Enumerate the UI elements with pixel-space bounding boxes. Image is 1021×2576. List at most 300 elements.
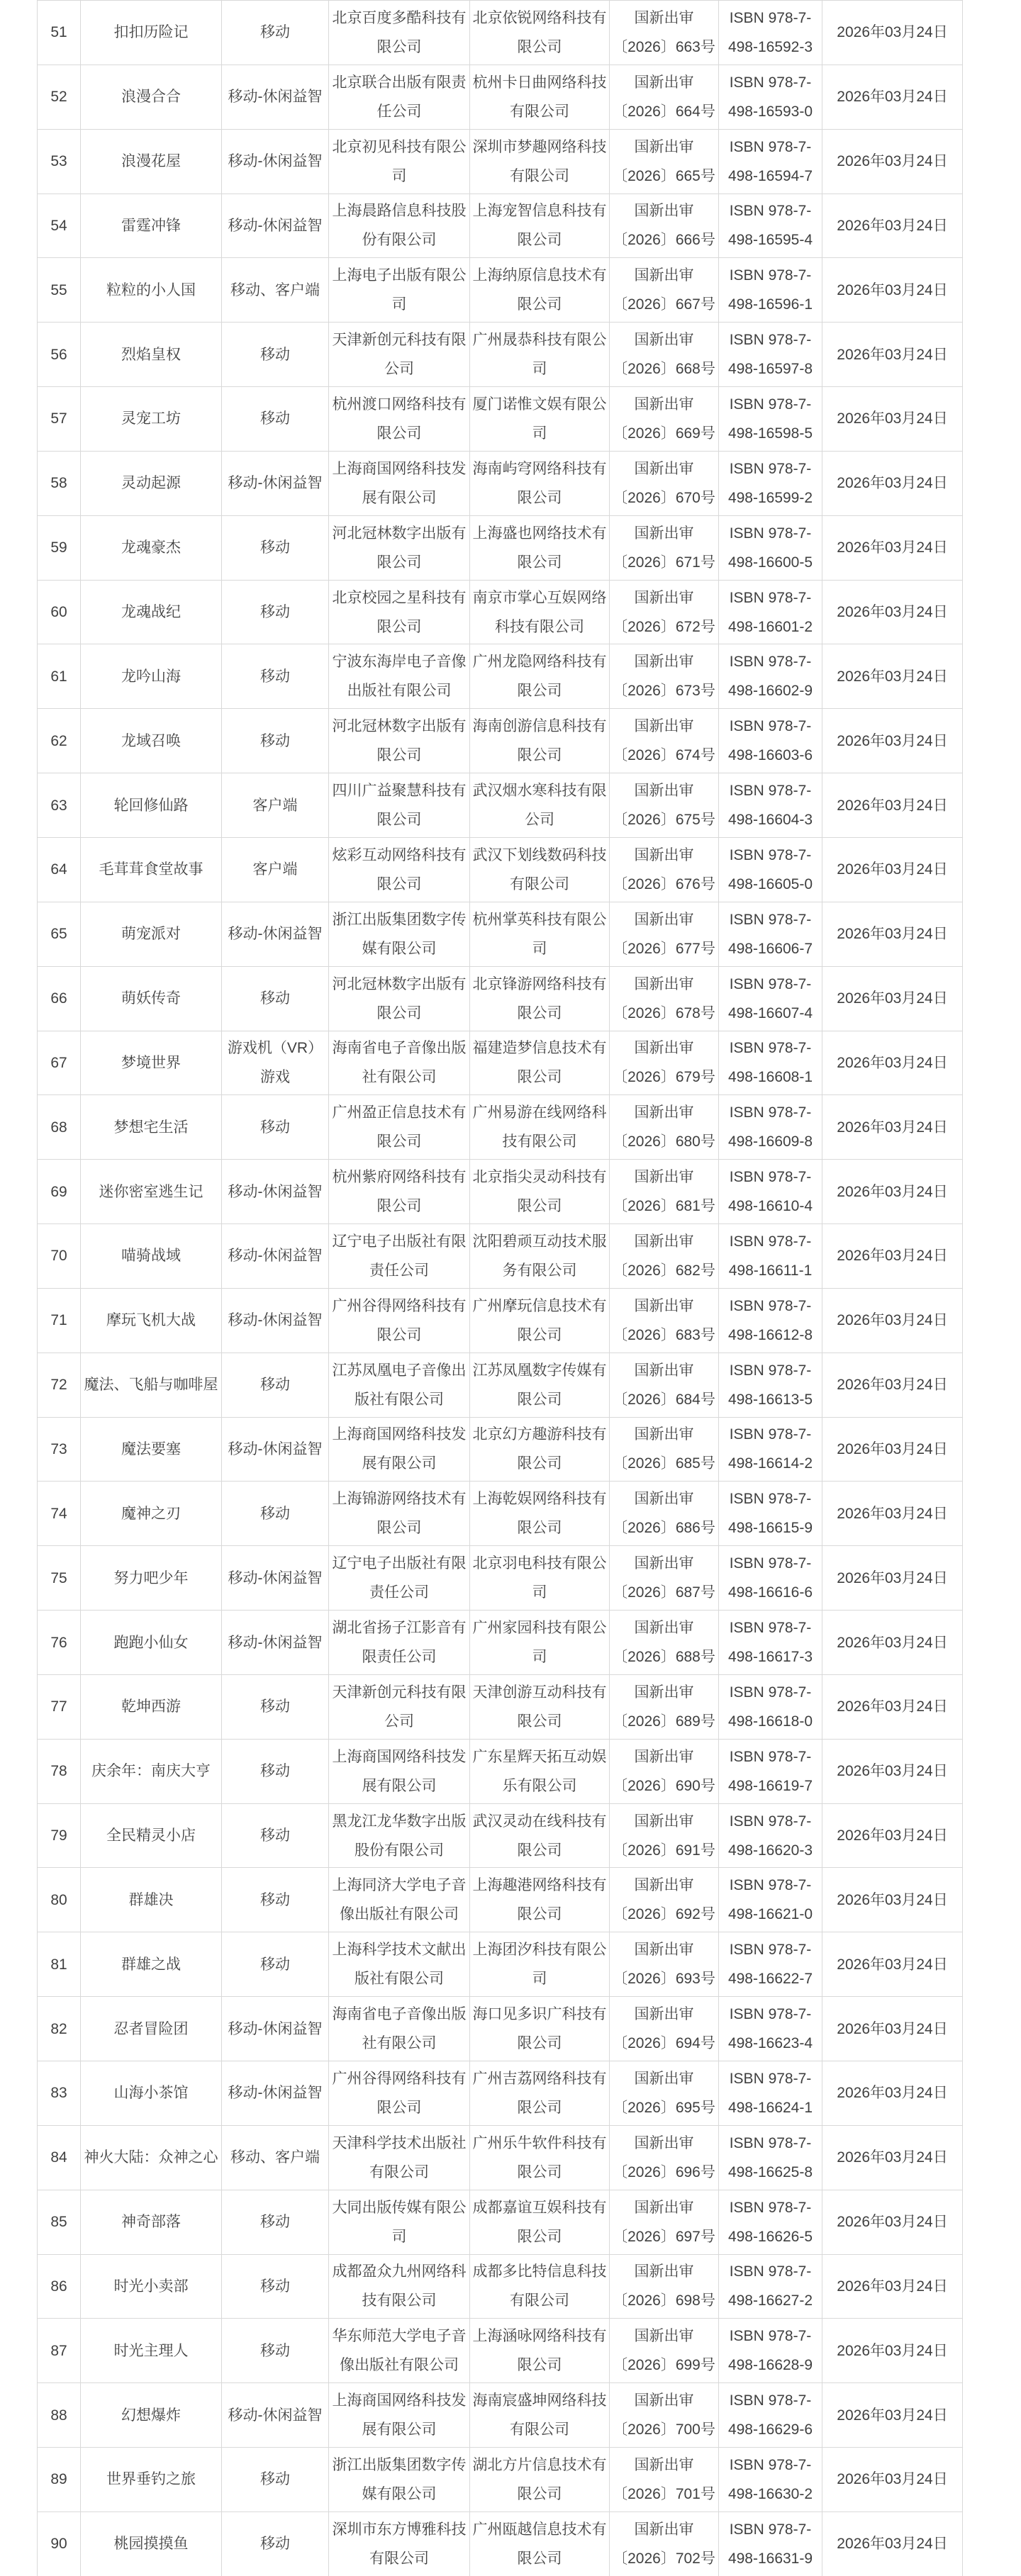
category-cell: 移动-休闲益智 — [222, 1224, 329, 1289]
row-number-cell: 68 — [38, 1095, 81, 1160]
category-cell: 移动 — [222, 2448, 329, 2512]
isbn-prefix: ISBN 978-7- — [729, 1555, 812, 1572]
approval-number: 〔2026〕663号 — [613, 38, 715, 55]
isbn-number: 498-16606-7 — [727, 940, 813, 957]
approval-prefix: 国新出审 — [634, 2456, 694, 2473]
game-name-cell: 萌宠派对 — [81, 902, 222, 966]
approval-number: 〔2026〕687号 — [613, 1584, 715, 1601]
operator-cell: 广州乐牛软件科技有限公司 — [470, 2125, 610, 2190]
game-name-cell: 魔神之刃 — [81, 1482, 222, 1546]
isbn-cell — [719, 2319, 822, 2383]
isbn-cell — [719, 1095, 822, 1160]
approval-prefix: 国新出审 — [634, 2070, 694, 2087]
isbn-prefix: ISBN 978-7- — [729, 975, 812, 992]
approval-prefix: 国新出审 — [634, 2263, 694, 2280]
isbn-prefix: ISBN 978-7- — [729, 460, 812, 477]
row-number-cell: 85 — [38, 2190, 81, 2254]
approval-date-cell: 2026年03月24日 — [822, 1031, 963, 1095]
approval-number: 〔2026〕668号 — [613, 361, 715, 378]
approval-date-cell: 2026年03月24日 — [822, 1611, 963, 1675]
category-cell: 移动 — [222, 2511, 329, 2576]
approval-prefix: 国新出审 — [634, 911, 694, 928]
table-row — [38, 2383, 963, 2448]
game-name-cell: 扣扣历险记 — [81, 1, 222, 65]
approval-number-cell — [610, 1031, 719, 1095]
row-number-cell: 70 — [38, 1224, 81, 1289]
table-row — [38, 1932, 963, 1997]
approval-number: 〔2026〕686号 — [613, 1520, 715, 1537]
game-name-cell: 萌妖传奇 — [81, 966, 222, 1031]
row-number-cell: 51 — [38, 1, 81, 65]
table-row — [38, 1031, 963, 1095]
table-row — [38, 515, 963, 580]
row-number-cell: 61 — [38, 644, 81, 709]
approval-number-cell — [610, 1417, 719, 1482]
isbn-cell — [719, 2448, 822, 2512]
row-number-cell: 65 — [38, 902, 81, 966]
isbn-prefix: ISBN 978-7- — [729, 396, 812, 413]
approval-date-cell: 2026年03月24日 — [822, 773, 963, 838]
isbn-number: 498-16622-7 — [727, 1971, 813, 1988]
approval-number: 〔2026〕702号 — [613, 2550, 715, 2567]
operator-cell: 成都多比特信息科技有限公司 — [470, 2254, 610, 2319]
isbn-number: 498-16623-4 — [727, 2035, 813, 2052]
row-number-cell: 84 — [38, 2125, 81, 2190]
operator-cell: 武汉烟水寒科技有限公司 — [470, 773, 610, 838]
approval-prefix: 国新出审 — [634, 267, 694, 284]
row-number-cell: 67 — [38, 1031, 81, 1095]
approval-prefix: 国新出审 — [634, 1491, 694, 1508]
row-number-cell: 78 — [38, 1739, 81, 1803]
isbn-number: 498-16629-6 — [727, 2421, 813, 2438]
isbn-prefix: ISBN 978-7- — [729, 1297, 812, 1314]
game-name-cell: 乾坤西游 — [81, 1674, 222, 1739]
game-name-cell: 桃园摸摸鱼 — [81, 2511, 222, 2576]
game-approval-table — [37, 0, 963, 2576]
category-cell: 移动-休闲益智 — [222, 451, 329, 515]
approval-number: 〔2026〕685号 — [613, 1455, 715, 1472]
game-name-cell: 龙魂豪杰 — [81, 515, 222, 580]
approval-date-cell: 2026年03月24日 — [822, 1353, 963, 1417]
isbn-number: 498-16611-1 — [728, 1262, 813, 1279]
publisher-cell: 深圳市东方博雅科技有限公司 — [329, 2511, 470, 2576]
table-row — [38, 194, 963, 258]
operator-cell: 江苏凤凰数字传媒有限公司 — [470, 1353, 610, 1417]
game-name-cell: 轮回修仙路 — [81, 773, 222, 838]
approval-prefix: 国新出审 — [634, 2521, 694, 2538]
isbn-number: 498-16630-2 — [727, 2485, 813, 2502]
approval-prefix: 国新出审 — [634, 9, 694, 26]
approval-date-cell: 2026年03月24日 — [822, 2511, 963, 2576]
approval-date-cell: 2026年03月24日 — [822, 451, 963, 515]
isbn-number: 498-16600-5 — [727, 554, 813, 571]
game-name-cell: 龙域召唤 — [81, 709, 222, 773]
isbn-cell — [719, 1353, 822, 1417]
publisher-cell: 上海科学技术文献出版社有限公司 — [329, 1932, 470, 1997]
approval-number: 〔2026〕691号 — [613, 1842, 715, 1859]
isbn-number: 498-16607-4 — [727, 1004, 813, 1021]
isbn-number: 498-16594-7 — [727, 167, 813, 184]
isbn-number: 498-16598-5 — [727, 425, 813, 442]
table-row — [38, 966, 963, 1031]
isbn-cell — [719, 580, 822, 644]
publisher-cell: 辽宁电子出版社有限责任公司 — [329, 1224, 470, 1289]
table-row — [38, 1611, 963, 1675]
isbn-number: 498-16604-3 — [727, 812, 813, 829]
approval-date-cell: 2026年03月24日 — [822, 2125, 963, 2190]
approval-date-cell: 2026年03月24日 — [822, 2319, 963, 2383]
approval-date-cell: 2026年03月24日 — [822, 2448, 963, 2512]
operator-cell: 北京依锐网络科技有限公司 — [470, 1, 610, 65]
table-row — [38, 580, 963, 644]
approval-prefix: 国新出审 — [634, 1813, 694, 1830]
isbn-cell — [719, 1546, 822, 1611]
approval-number: 〔2026〕670号 — [613, 489, 715, 506]
game-name-cell: 梦境世界 — [81, 1031, 222, 1095]
game-name-cell: 群雄之战 — [81, 1932, 222, 1997]
row-number-cell: 80 — [38, 1868, 81, 1932]
table-row — [38, 1160, 963, 1224]
isbn-prefix: ISBN 978-7- — [729, 589, 812, 606]
approval-number-cell — [610, 65, 719, 129]
row-number-cell: 75 — [38, 1546, 81, 1611]
approval-prefix: 国新出审 — [634, 2392, 694, 2409]
operator-cell: 成都嘉谊互娱科技有限公司 — [470, 2190, 610, 2254]
isbn-number: 498-16599-2 — [727, 489, 813, 506]
isbn-cell — [719, 258, 822, 323]
approval-date-cell: 2026年03月24日 — [822, 1803, 963, 1868]
isbn-prefix: ISBN 978-7- — [729, 1748, 812, 1765]
isbn-prefix: ISBN 978-7- — [729, 1040, 812, 1057]
isbn-prefix: ISBN 978-7- — [729, 138, 812, 155]
table-row — [38, 773, 963, 838]
approval-number-cell — [610, 2254, 719, 2319]
approval-number-cell — [610, 1, 719, 65]
approval-prefix: 国新出审 — [634, 1169, 694, 1186]
isbn-cell — [719, 1482, 822, 1546]
game-name-cell: 跑跑小仙女 — [81, 1611, 222, 1675]
isbn-prefix: ISBN 978-7- — [729, 718, 812, 735]
approval-number-cell — [610, 1160, 719, 1224]
isbn-prefix: ISBN 978-7- — [729, 2521, 812, 2538]
isbn-number: 498-16603-6 — [727, 747, 813, 764]
row-number-cell: 76 — [38, 1611, 81, 1675]
operator-cell: 海南屿穹网络科技有限公司 — [470, 451, 610, 515]
approval-prefix: 国新出审 — [634, 1362, 694, 1379]
approval-number-cell — [610, 709, 719, 773]
approval-date-cell: 2026年03月24日 — [822, 194, 963, 258]
approval-number: 〔2026〕699号 — [613, 2357, 715, 2374]
operator-cell: 深圳市梦趣网络科技有限公司 — [470, 129, 610, 194]
isbn-cell — [719, 1997, 822, 2061]
publisher-cell: 上海电子出版有限公司 — [329, 258, 470, 323]
table-row — [38, 1, 963, 65]
isbn-number: 498-16593-0 — [727, 103, 813, 120]
row-number-cell: 77 — [38, 1674, 81, 1739]
game-name-cell: 毛茸茸食堂故事 — [81, 837, 222, 902]
approval-prefix: 国新出审 — [634, 2006, 694, 2023]
approval-number: 〔2026〕667号 — [613, 296, 715, 313]
row-number-cell: 72 — [38, 1353, 81, 1417]
approval-date-cell: 2026年03月24日 — [822, 1739, 963, 1803]
isbn-cell — [719, 515, 822, 580]
approval-number-cell — [610, 387, 719, 452]
publisher-cell: 宁波东海岸电子音像出版社有限公司 — [329, 644, 470, 709]
approval-prefix: 国新出审 — [634, 460, 694, 477]
approval-prefix: 国新出审 — [634, 2134, 694, 2151]
row-number-cell: 74 — [38, 1482, 81, 1546]
isbn-prefix: ISBN 978-7- — [729, 1620, 812, 1637]
isbn-cell — [719, 1803, 822, 1868]
approval-prefix: 国新出审 — [634, 2328, 694, 2345]
publisher-cell: 海南省电子音像出版社有限公司 — [329, 1997, 470, 2061]
publisher-cell: 天津新创元科技有限公司 — [329, 1674, 470, 1739]
category-cell: 移动、客户端 — [222, 258, 329, 323]
approval-date-cell: 2026年03月24日 — [822, 323, 963, 387]
approval-number: 〔2026〕697号 — [613, 2228, 715, 2245]
isbn-number: 498-16618-0 — [727, 1713, 813, 1730]
isbn-prefix: ISBN 978-7- — [729, 846, 812, 863]
isbn-number: 498-16620-3 — [727, 1842, 813, 1859]
game-name-cell: 神火大陆：众神之心 — [81, 2125, 222, 2190]
approval-prefix: 国新出审 — [634, 2199, 694, 2216]
approval-number-cell — [610, 1353, 719, 1417]
category-cell: 移动-休闲益智 — [222, 1546, 329, 1611]
isbn-number: 498-16631-9 — [727, 2550, 813, 2567]
isbn-cell — [719, 966, 822, 1031]
table-row — [38, 451, 963, 515]
operator-cell: 广州易游在线网络科技有限公司 — [470, 1095, 610, 1160]
isbn-number: 498-16617-3 — [727, 1649, 813, 1666]
approval-date-cell: 2026年03月24日 — [822, 1224, 963, 1289]
approval-date-cell: 2026年03月24日 — [822, 387, 963, 452]
approval-number: 〔2026〕698号 — [613, 2292, 715, 2309]
approval-number-cell — [610, 2448, 719, 2512]
publisher-cell: 北京校园之星科技有限公司 — [329, 580, 470, 644]
approval-number: 〔2026〕689号 — [613, 1713, 715, 1730]
approval-number-cell — [610, 2383, 719, 2448]
isbn-cell — [719, 1031, 822, 1095]
row-number-cell: 54 — [38, 194, 81, 258]
table-row — [38, 1417, 963, 1482]
isbn-number: 498-16613-5 — [727, 1391, 813, 1408]
isbn-number: 498-16605-0 — [727, 875, 813, 892]
operator-cell: 广州龙隐网络科技有限公司 — [470, 644, 610, 709]
approval-number: 〔2026〕674号 — [613, 747, 715, 764]
publisher-cell: 广州谷得网络科技有限公司 — [329, 1288, 470, 1353]
operator-cell: 广州吉荔网络科技有限公司 — [470, 2061, 610, 2126]
approval-number-cell — [610, 1932, 719, 1997]
table-row — [38, 709, 963, 773]
isbn-number: 498-16619-7 — [727, 1777, 813, 1794]
approval-prefix: 国新出审 — [634, 846, 694, 863]
approval-number-cell — [610, 773, 719, 838]
isbn-cell — [719, 451, 822, 515]
approval-prefix: 国新出审 — [634, 138, 694, 155]
game-name-cell: 浪漫花屋 — [81, 129, 222, 194]
operator-cell: 福建造梦信息技术有限公司 — [470, 1031, 610, 1095]
approval-number-cell — [610, 2319, 719, 2383]
approval-number-cell — [610, 2061, 719, 2126]
publisher-cell: 湖北省扬子江影音有限责任公司 — [329, 1611, 470, 1675]
isbn-number: 498-16596-1 — [727, 296, 813, 313]
operator-cell: 上海乾娱网络科技有限公司 — [470, 1482, 610, 1546]
table-row — [38, 323, 963, 387]
isbn-cell — [719, 323, 822, 387]
isbn-prefix: ISBN 978-7- — [729, 1491, 812, 1508]
approval-number-cell — [610, 1803, 719, 1868]
category-cell: 移动 — [222, 387, 329, 452]
approval-prefix: 国新出审 — [634, 74, 694, 91]
approval-prefix: 国新出审 — [634, 1684, 694, 1701]
approval-number: 〔2026〕675号 — [613, 812, 715, 829]
category-cell: 移动-休闲益智 — [222, 2383, 329, 2448]
isbn-prefix: ISBN 978-7- — [729, 2392, 812, 2409]
category-cell: 移动-休闲益智 — [222, 1288, 329, 1353]
approval-number-cell — [610, 1611, 719, 1675]
approval-prefix: 国新出审 — [634, 1233, 694, 1250]
approval-prefix: 国新出审 — [634, 1748, 694, 1765]
isbn-cell — [719, 1288, 822, 1353]
isbn-cell — [719, 1868, 822, 1932]
publisher-cell: 杭州紫府网络科技有限公司 — [329, 1160, 470, 1224]
isbn-cell — [719, 2383, 822, 2448]
isbn-number: 498-16608-1 — [727, 1069, 813, 1086]
approval-prefix: 国新出审 — [634, 718, 694, 735]
isbn-number: 498-16610-4 — [727, 1198, 813, 1215]
isbn-number: 498-16615-9 — [727, 1520, 813, 1537]
game-name-cell: 全民精灵小店 — [81, 1803, 222, 1868]
publisher-cell: 天津新创元科技有限公司 — [329, 323, 470, 387]
table-row — [38, 837, 963, 902]
approval-number: 〔2026〕678号 — [613, 1004, 715, 1021]
category-cell: 移动 — [222, 1353, 329, 1417]
approval-number: 〔2026〕688号 — [613, 1649, 715, 1666]
approval-number: 〔2026〕694号 — [613, 2035, 715, 2052]
game-name-cell: 粒粒的小人国 — [81, 258, 222, 323]
approval-date-cell: 2026年03月24日 — [822, 65, 963, 129]
game-name-cell: 山海小茶馆 — [81, 2061, 222, 2126]
operator-cell: 南京市掌心互娱网络科技有限公司 — [470, 580, 610, 644]
game-name-cell: 烈焰皇权 — [81, 323, 222, 387]
table-row — [38, 644, 963, 709]
publisher-cell: 辽宁电子出版社有限责任公司 — [329, 1546, 470, 1611]
isbn-number: 498-16626-5 — [727, 2228, 813, 2245]
approval-number-cell — [610, 1288, 719, 1353]
table-row — [38, 2125, 963, 2190]
row-number-cell: 69 — [38, 1160, 81, 1224]
operator-cell: 杭州卡日曲网络科技有限公司 — [470, 65, 610, 129]
approval-number: 〔2026〕684号 — [613, 1391, 715, 1408]
approval-number: 〔2026〕669号 — [613, 425, 715, 442]
approval-date-cell: 2026年03月24日 — [822, 966, 963, 1031]
publisher-cell: 浙江出版集团数字传媒有限公司 — [329, 2448, 470, 2512]
approval-number: 〔2026〕673号 — [613, 683, 715, 700]
publisher-cell: 北京百度多酷科技有限公司 — [329, 1, 470, 65]
approval-number: 〔2026〕695号 — [613, 2099, 715, 2116]
publisher-cell: 大同出版传媒有限公司 — [329, 2190, 470, 2254]
isbn-cell — [719, 1417, 822, 1482]
game-name-cell: 龙吟山海 — [81, 644, 222, 709]
isbn-cell — [719, 1932, 822, 1997]
isbn-prefix: ISBN 978-7- — [729, 654, 812, 671]
game-name-cell: 幻想爆炸 — [81, 2383, 222, 2448]
publisher-cell: 北京初见科技有限公司 — [329, 129, 470, 194]
table-row — [38, 1546, 963, 1611]
isbn-cell — [719, 2190, 822, 2254]
game-name-cell: 龙魂战纪 — [81, 580, 222, 644]
approval-prefix: 国新出审 — [634, 975, 694, 992]
approval-date-cell: 2026年03月24日 — [822, 2061, 963, 2126]
isbn-cell — [719, 902, 822, 966]
isbn-number: 498-16627-2 — [727, 2292, 813, 2309]
isbn-prefix: ISBN 978-7- — [729, 783, 812, 800]
isbn-number: 498-16628-9 — [727, 2357, 813, 2374]
approval-number: 〔2026〕692号 — [613, 1906, 715, 1923]
isbn-cell — [719, 1739, 822, 1803]
row-number-cell: 62 — [38, 709, 81, 773]
isbn-number: 498-16597-8 — [727, 361, 813, 378]
isbn-cell — [719, 1674, 822, 1739]
isbn-prefix: ISBN 978-7- — [729, 2199, 812, 2216]
table-row — [38, 129, 963, 194]
approval-date-cell: 2026年03月24日 — [822, 1868, 963, 1932]
isbn-prefix: ISBN 978-7- — [729, 1426, 812, 1443]
publisher-cell: 炫彩互动网络科技有限公司 — [329, 837, 470, 902]
approval-number-cell — [610, 2190, 719, 2254]
operator-cell: 广州家园科技有限公司 — [470, 1611, 610, 1675]
approval-number-cell — [610, 1095, 719, 1160]
operator-cell: 沈阳碧顽互动技术服务有限公司 — [470, 1224, 610, 1289]
category-cell: 客户端 — [222, 773, 329, 838]
category-cell: 移动 — [222, 1674, 329, 1739]
publisher-cell: 上海锦游网络技术有限公司 — [329, 1482, 470, 1546]
publisher-cell: 上海商国网络科技发展有限公司 — [329, 451, 470, 515]
approval-number-cell — [610, 129, 719, 194]
isbn-prefix: ISBN 978-7- — [729, 2328, 812, 2345]
operator-cell: 上海纳原信息技术有限公司 — [470, 258, 610, 323]
operator-cell: 海南创游信息科技有限公司 — [470, 709, 610, 773]
isbn-number: 498-16625-8 — [727, 2163, 813, 2180]
approval-number: 〔2026〕701号 — [613, 2485, 715, 2502]
row-number-cell: 57 — [38, 387, 81, 452]
game-name-cell: 时光主理人 — [81, 2319, 222, 2383]
approval-number: 〔2026〕679号 — [613, 1069, 715, 1086]
approval-date-cell: 2026年03月24日 — [822, 1546, 963, 1611]
table-row — [38, 1674, 963, 1739]
publisher-cell: 天津科学技术出版社有限公司 — [329, 2125, 470, 2190]
operator-cell: 上海宠智信息科技有限公司 — [470, 194, 610, 258]
table-row — [38, 2061, 963, 2126]
isbn-cell — [719, 387, 822, 452]
operator-cell: 武汉下划线数码科技有限公司 — [470, 837, 610, 902]
isbn-cell — [719, 129, 822, 194]
approval-prefix: 国新出审 — [634, 525, 694, 542]
table-row — [38, 1353, 963, 1417]
table-row — [38, 1739, 963, 1803]
isbn-cell — [719, 2511, 822, 2576]
table-row — [38, 258, 963, 323]
category-cell: 移动-休闲益智 — [222, 1611, 329, 1675]
approval-number-cell — [610, 902, 719, 966]
approval-number: 〔2026〕664号 — [613, 103, 715, 120]
publisher-cell: 黑龙江龙华数字出版股份有限公司 — [329, 1803, 470, 1868]
table-row — [38, 1803, 963, 1868]
approval-number: 〔2026〕690号 — [613, 1777, 715, 1794]
isbn-prefix: ISBN 978-7- — [729, 1942, 812, 1959]
operator-cell: 北京锋游网络科技有限公司 — [470, 966, 610, 1031]
publisher-cell: 河北冠林数字出版有限公司 — [329, 966, 470, 1031]
